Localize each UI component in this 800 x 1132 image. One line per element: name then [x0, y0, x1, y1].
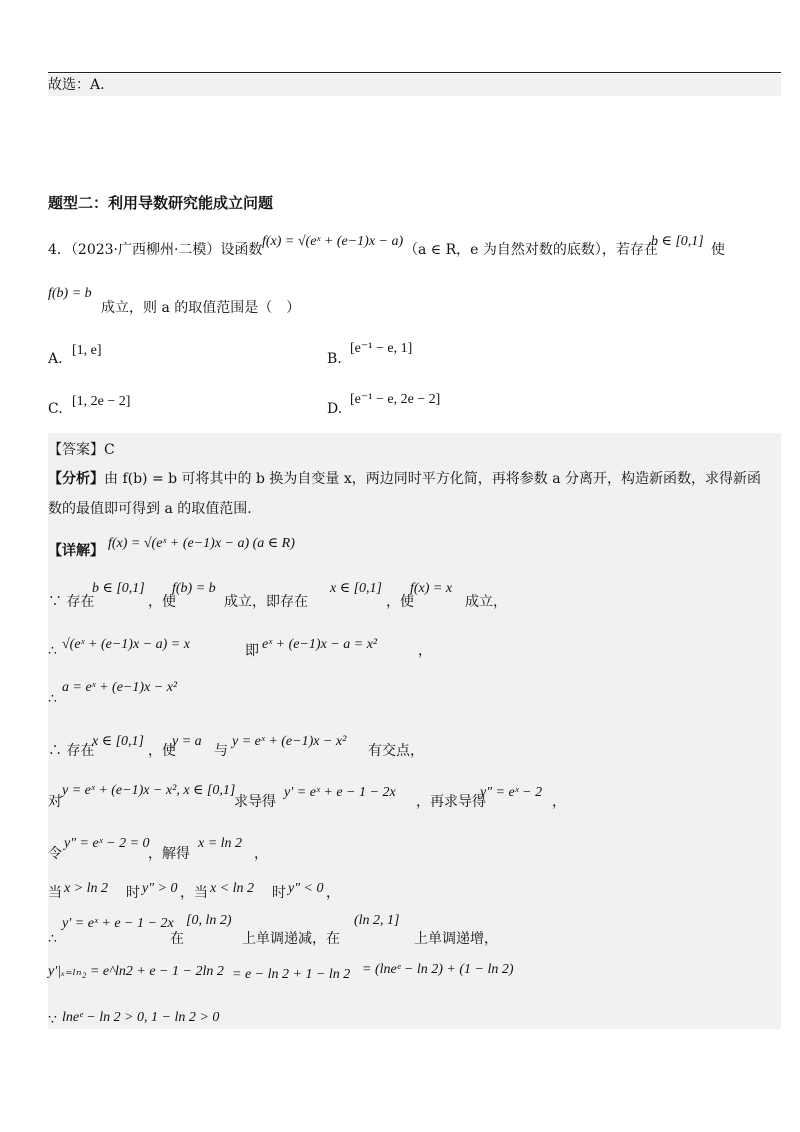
- detail-l6-math-2: x = ln 2: [198, 836, 243, 851]
- detail-l7-text-a: 当: [48, 885, 62, 901]
- detail-tag: 【详解】: [48, 543, 104, 559]
- detail-l4-math-1: x ∈ [0,1]: [92, 734, 144, 749]
- detail-l6-text-b: ，解得: [148, 846, 190, 862]
- condition-fb: f(b) = b: [48, 286, 92, 301]
- detail-formula: f(x) = √(eˣ + (e−1)x − a) (a ∈ R): [108, 536, 295, 551]
- detail-l4-math-2: y = a: [172, 734, 202, 749]
- detail-l6-math-1: y″ = eˣ − 2 = 0: [64, 836, 150, 851]
- detail-l4-text-c: 与: [214, 743, 228, 759]
- detail-l7-math-3: x < ln 2: [210, 881, 255, 896]
- detail-l1-math-4: f(x) = x: [410, 581, 453, 596]
- question-tail: 成立，则 a 的取值范围是（ ）: [101, 300, 301, 316]
- detail-l9-math-3: = (lneᵉ − ln 2) + (1 − ln 2): [362, 962, 514, 977]
- question-use-char: 使: [711, 242, 725, 258]
- option-d-value: [e⁻¹ − e, 2e − 2]: [350, 392, 441, 407]
- detail-l8-text-d: 上单调递增，: [414, 931, 498, 947]
- detail-l7-text-d: 时: [272, 885, 286, 901]
- detail-l10-math-1: lneᵉ − ln 2 > 0, 1 − ln 2 > 0: [62, 1010, 220, 1025]
- detail-l6-text-c: ，: [254, 846, 268, 862]
- detail-l5-math-1: y = eˣ + (e−1)x − x², x ∈ [0,1]: [62, 783, 236, 798]
- detail-l8-text-b: 在: [170, 931, 184, 947]
- detail-l9-math-1: y′|ₓ₌ₗₙ₂ = e^ln2 + e − 1 − 2ln 2: [48, 964, 224, 979]
- detail-l8-text-a: ∴: [48, 931, 57, 947]
- detail-l4-text-a: ∴ 存在: [48, 743, 95, 759]
- section-title: 题型二：利用导数研究能成立问题: [48, 194, 274, 212]
- analysis-line-1: 由 f(b) = b 可将其中的 b 换为自变量 x，两边同时平方化简，再将参数 a 分离开，构造新函数，求得新函: [104, 471, 762, 487]
- detail-l1-text-a: ∵ 存在: [48, 594, 95, 610]
- detail-l8-math-1: y′ = eˣ + e − 1 − 2x: [62, 916, 174, 931]
- detail-l8-text-c: 上单调递减，在: [242, 931, 340, 947]
- option-b-label[interactable]: B.: [327, 351, 342, 367]
- detail-l7-text-e: ，: [326, 885, 340, 901]
- detail-l7-math-4: y″ < 0: [288, 881, 324, 896]
- top-rule: [48, 72, 781, 73]
- detail-l10-text-a: ∵: [48, 1012, 57, 1028]
- option-c-label[interactable]: C.: [48, 401, 63, 417]
- detail-l6-text-a: 令: [48, 846, 62, 862]
- detail-l4-text-b: ，使: [148, 743, 176, 759]
- detail-l5-math-2: y′ = eˣ + e − 1 − 2x: [284, 785, 396, 800]
- option-c-value: [1, 2e − 2]: [72, 394, 131, 409]
- detail-l1-math-2: f(b) = b: [172, 581, 216, 596]
- answer-line: 【答案】C: [48, 442, 115, 458]
- detail-l1-text-b: ，使: [148, 594, 176, 610]
- detail-l7-text-b: 时: [126, 885, 140, 901]
- detail-l1-math-3: x ∈ [0,1]: [330, 581, 382, 596]
- detail-l7-math-2: y″ > 0: [142, 881, 178, 896]
- detail-l1-math-1: b ∈ [0,1]: [92, 581, 145, 596]
- detail-l5-math-3: y″ = eˣ − 2: [480, 785, 543, 800]
- detail-l1-text-c: 成立，即存在: [224, 594, 308, 610]
- detail-l7-text-c: ，当: [180, 885, 208, 901]
- detail-l9-math-2: = e − ln 2 + 1 − ln 2: [232, 967, 351, 982]
- detail-l3-math-1: a = eˣ + (e−1)x − x²: [62, 680, 178, 695]
- detail-l3-text-a: ∴: [48, 691, 57, 707]
- analysis-line-2: 数的最值即可得到 a 的取值范围.: [48, 501, 252, 517]
- option-a-label[interactable]: A.: [48, 351, 63, 367]
- detail-l4-text-d: 有交点，: [368, 743, 424, 759]
- question-condition: （a ∈ R，e 为自然对数的底数），若存在: [404, 242, 658, 258]
- detail-l1-text-e: 成立，: [465, 594, 507, 610]
- function-definition: f(x) = √(eˣ + (e−1)x − a): [262, 234, 404, 249]
- previous-answer-line: 故选：A.: [48, 77, 105, 93]
- detail-l2-math-1: √(eˣ + (e−1)x − a) = x: [62, 637, 190, 652]
- detail-l5-text-b: 求导得: [234, 794, 276, 810]
- detail-l5-text-a: 对: [48, 794, 62, 810]
- option-d-label[interactable]: D.: [327, 401, 343, 417]
- detail-l5-text-c: ，再求导得: [416, 794, 486, 810]
- option-b-value: [e⁻¹ − e, 1]: [350, 341, 413, 356]
- detail-l2-text-b: 即: [245, 643, 259, 659]
- detail-l7-math-1: x > ln 2: [64, 881, 109, 896]
- analysis-tag: 【分析】: [48, 471, 104, 487]
- detail-l1-text-d: ，使: [386, 594, 414, 610]
- detail-l2-text-a: ∴: [48, 643, 57, 659]
- detail-l2-text-c: ，: [418, 643, 432, 659]
- detail-l8-math-2: [0, ln 2): [186, 913, 232, 928]
- detail-l8-math-3: (ln 2, 1]: [354, 913, 400, 928]
- b-range: b ∈ [0,1]: [651, 234, 704, 249]
- question-prefix: 4．（2023·广西柳州·二模）设函数: [48, 242, 263, 258]
- detail-l5-text-d: ，: [552, 794, 566, 810]
- previous-solution-end: [48, 74, 781, 96]
- detail-l4-math-3: y = eˣ + (e−1)x − x²: [232, 734, 347, 749]
- option-a-value: [1, e]: [72, 343, 102, 358]
- detail-l2-math-2: eˣ + (e−1)x − a = x²: [262, 637, 378, 652]
